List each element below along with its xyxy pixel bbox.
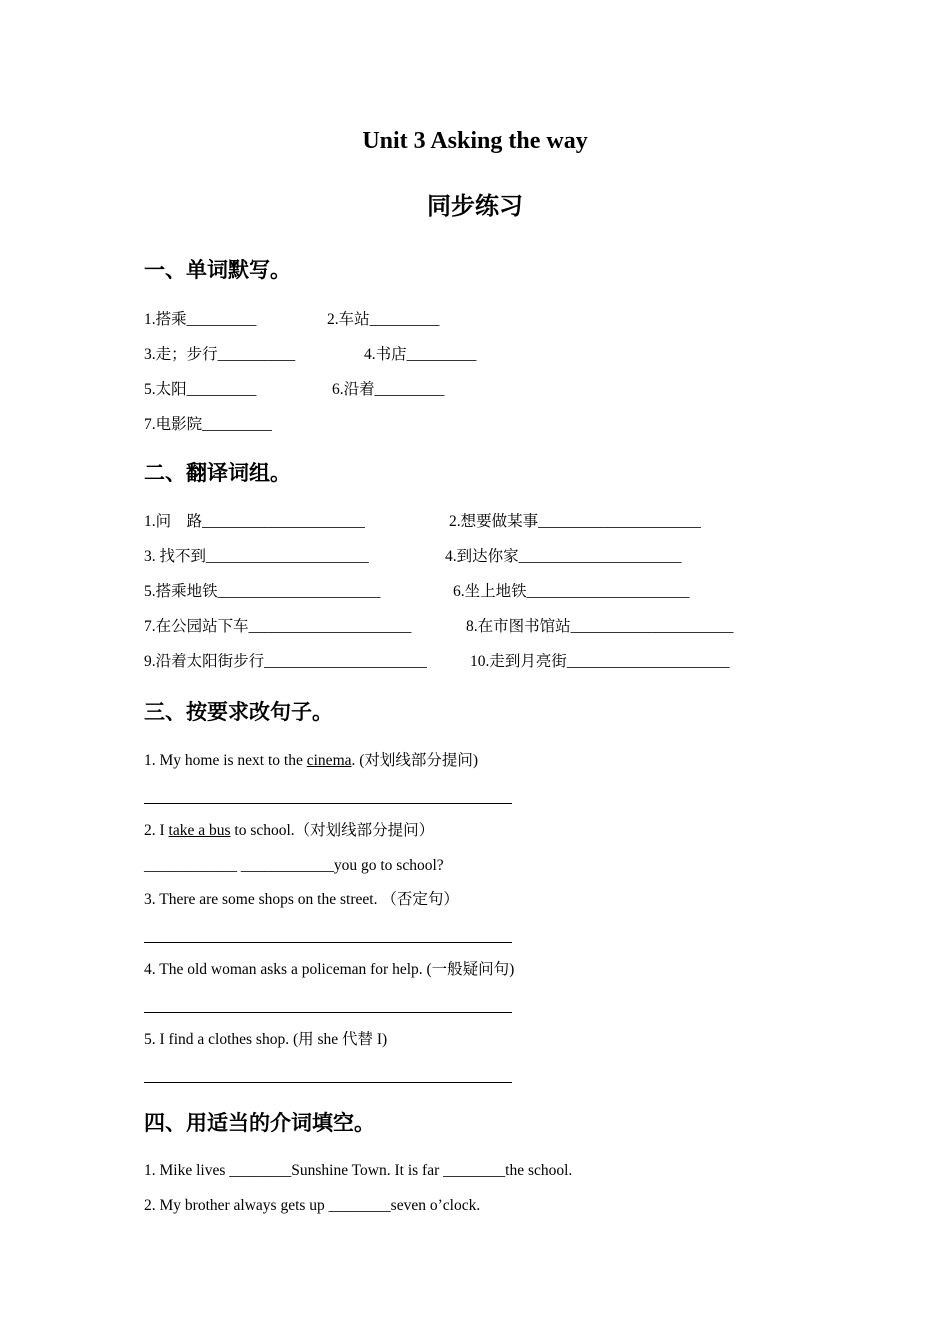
vocab-item-5: 5.太阳_________ (144, 381, 257, 398)
answer-line-3 (144, 942, 512, 943)
phrase-item-7: 7.在公园站下车_____________________ (144, 618, 412, 635)
section-4-heading: 四、用适当的介词填空。 (144, 1111, 375, 1135)
preposition-item-1: 1. Mike lives ________Sunshine Town. It is far ________the school. (144, 1162, 573, 1179)
answer-line-4 (144, 1012, 512, 1013)
answer-line-5 (144, 1082, 512, 1083)
vocab-item-3: 3.走；步行__________ (144, 346, 296, 363)
phrase-item-6: 6.坐上地铁_____________________ (453, 583, 690, 600)
underlined-phrase: take a bus (168, 822, 231, 839)
phrase-item-3: 3. 找不到_____________________ (144, 548, 369, 565)
vocab-item-4: 4.书店_________ (364, 346, 477, 363)
page-subtitle: 同步练习 (427, 194, 523, 220)
rewrite-question-1: 1. My home is next to the cinema. (对划线部分提问) (144, 752, 479, 769)
phrase-item-5: 5.搭乘地铁_____________________ (144, 583, 381, 600)
phrase-item-4: 4.到达你家_____________________ (445, 548, 682, 565)
phrase-item-9: 9.沿着太阳街步行_____________________ (144, 653, 427, 670)
rewrite-question-4: 4. The old woman asks a policeman for help. (一般疑问句) (144, 961, 515, 978)
answer-line-1 (144, 803, 512, 804)
rewrite-question-3: 3. There are some shops on the street. （否定句） (144, 891, 459, 908)
phrase-item-2: 2.想要做某事_____________________ (449, 513, 701, 530)
rewrite-answer-2: ____________ ____________you go to school? (144, 857, 444, 874)
page-title: Unit 3 Asking the way (362, 128, 588, 154)
preposition-item-2: 2. My brother always gets up ________seven o’clock. (144, 1197, 481, 1214)
section-3-heading: 三、按要求改句子。 (144, 700, 333, 724)
rewrite-question-2: 2. I take a bus to school.（对划线部分提问） (144, 822, 435, 839)
phrase-item-1: 1.问 路_____________________ (144, 513, 365, 530)
vocab-item-7: 7.电影院_________ (144, 416, 272, 433)
rewrite-question-5: 5. I find a clothes shop. (用 she 代替 I) (144, 1031, 388, 1048)
underlined-word: cinema (306, 752, 352, 769)
section-1-heading: 一、单词默写。 (144, 258, 291, 282)
vocab-item-1: 1.搭乘_________ (144, 311, 257, 328)
vocab-item-2: 2.车站_________ (327, 311, 440, 328)
phrase-item-8: 8.在市图书馆站_____________________ (466, 618, 734, 635)
phrase-item-10: 10.走到月亮街_____________________ (470, 653, 730, 670)
vocab-item-6: 6.沿着_________ (332, 381, 445, 398)
section-2-heading: 二、翻译词组。 (144, 461, 291, 485)
